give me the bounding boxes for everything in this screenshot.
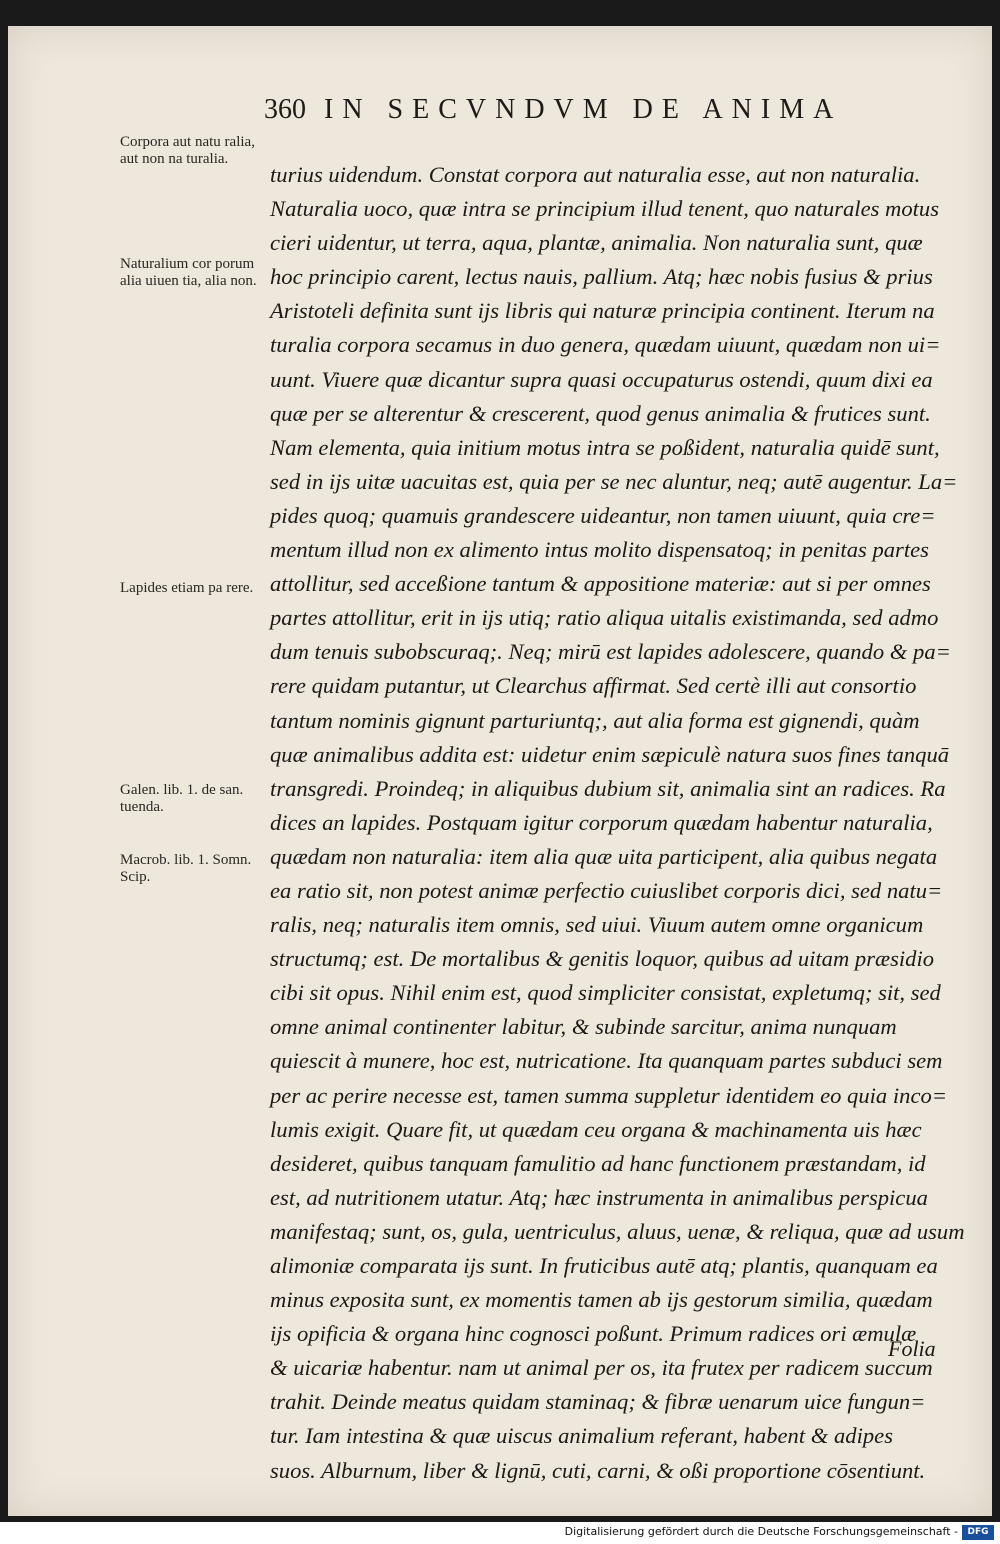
running-title: IN SECVNDVM DE ANIMA — [324, 94, 843, 125]
text-line: cieri uidentur, ut terra, aqua, plantæ, animalia. Non naturalia sunt, quæ — [270, 230, 923, 256]
running-header — [264, 94, 884, 134]
margin-note: Lapides etiam pa rere. — [120, 580, 254, 596]
text-line: omne animal continenter labitur, & subinde sarcitur, anima nunquam — [270, 1014, 897, 1040]
text-line: dices an lapides. Postquam igitur corporum quædam habentur naturalia, — [270, 809, 933, 835]
text-line: mentum illud non ex alimento intus molito dispensatoq; in penitas partes — [270, 537, 929, 563]
text-line: alimoniæ comparata ijs sunt. In fruticibus autē atq; plantis, quanquam ea — [270, 1253, 938, 1278]
text-line: trahit. Deinde meatus quidam staminaq; & fibræ uenarum uice fungun= — [270, 1389, 926, 1415]
text-line: Nam elementa, quia initium motus intra se poßident, naturalia quidē sunt, — [270, 434, 940, 460]
text-line: pides quoq; quamuis grandescere uideantur, non tamen uiuunt, quia cre= — [270, 502, 936, 528]
text-line: hoc principio carent, lectus nauis, pallium. Atq; hæc nobis fusius & prius — [270, 264, 933, 290]
text-line: manifestaq; sunt, os, gula, uentriculus, aluus, uenæ, & reliqua, quæ ad usum — [270, 1218, 965, 1244]
margin-note: Naturalium cor porum alia uiuen tia, alia non. — [120, 256, 257, 289]
text-line: ralis, neq; naturalis item omnis, sed uiui. Viuum autem omne organicum — [270, 912, 924, 938]
book-page — [8, 26, 992, 1516]
footer-bar — [0, 1522, 1000, 1544]
text-line: quæ animalibus addita est: uidetur enim sæpiculè natura suos fines tanquā — [270, 741, 950, 767]
text-line: tur. Iam intestina & quæ uiscus animalium referant, habent & adipes — [270, 1423, 893, 1449]
text-line: cibi sit opus. Nihil enim est, quod simpliciter consistat, expletumq; sit, sed — [270, 980, 941, 1006]
text-line: tantum nominis gignunt parturiuntq;, aut alia forma est gignendi, quàm — [270, 707, 920, 733]
text-line: rere quidam putantur, ut Clearchus affirmat. Sed certè illi aut consortio — [270, 673, 917, 699]
text-line: turius uidendum. Constat corpora aut naturalia esse, aut non naturalia. — [270, 162, 921, 187]
text-line: desideret, quibus tanquam famulitio ad hanc functionem præstandam, id — [270, 1150, 926, 1176]
text-line: quædam non naturalia: item alia quæ uita participent, alia quibus negata — [270, 843, 938, 869]
page-number: 360 — [264, 94, 306, 125]
text-line: Aristoteli definita sunt ijs libris qui naturæ principia continent. Iterum na — [270, 298, 935, 324]
dfg-logo: DFG — [962, 1525, 994, 1540]
text-line: ea ratio sit, non potest animæ perfectio cuiuslibet corporis dici, sed natu= — [270, 877, 943, 903]
margin-note: Galen. lib. 1. de san. tuenda. — [120, 782, 244, 815]
text-line: quiescit à munere, hoc est, nutricatione. Ita quanquam partes subduci sem — [270, 1048, 943, 1074]
catchword: Folia — [888, 1336, 936, 1361]
text-line: per ac perire necesse est, tamen summa suppletur identidem eo quia inco= — [270, 1082, 948, 1108]
text-line: dum tenuis subobscuraq;. Neq; mirū est lapides adolescere, quando & pa= — [270, 639, 951, 665]
text-line: partes attollitur, erit in ijs utiq; ratio aliqua uitalis existimanda, sed admo — [270, 605, 939, 631]
body-text — [270, 158, 965, 1488]
funding-credit: Digitalisierung gefördert durch die Deutsche Forschungsgemeinschaft - — [564, 1525, 958, 1538]
text-line: uunt. Viuere quæ dicantur supra quasi occupaturus ostendi, quum dixi ea — [270, 366, 933, 392]
text-line: structumq; est. De mortalibus & genitis loquor, quibus ad uitam præsidio — [270, 946, 935, 972]
margin-note: Corpora aut natu ralia, aut non na turalia. — [120, 134, 255, 167]
text-line: attollitur, sed acceßione tantum & appositione materiæ: aut si per omnes — [270, 571, 931, 597]
text-line: suos. Alburnum, liber & lignū, cuti, carni, & oßi proportione cōsentiunt. — [270, 1457, 926, 1483]
text-line: quæ per se alterentur & crescerent, quod genus animalia & frutices sunt. — [270, 400, 931, 426]
text-line: est, ad nutritionem utatur. Atq; hæc instrumenta in animalibus perspicua — [270, 1184, 928, 1210]
text-line: sed in ijs uitæ uacuitas est, quia per se nec aluntur, neq; autē augentur. La= — [270, 468, 958, 494]
text-line: Naturalia uoco, quæ intra se principium illud tenent, quo naturales motus — [270, 196, 940, 222]
text-line: transgredi. Proindeq; in aliquibus dubium sit, animalia sint an radices. Ra — [270, 775, 946, 801]
text-line: ijs opificia & organa hinc cognosci poßunt. Primum radices ori æmulæ — [270, 1321, 917, 1347]
margin-note: Macrob. lib. 1. Somn. Scip. — [120, 852, 252, 885]
text-line: & uicariæ habentur. nam ut animal per os, ita frutex per radicem succum — [270, 1355, 933, 1381]
text-line: lumis exigit. Quare fit, ut quædam ceu organa & machinamenta uis hæc — [270, 1116, 922, 1142]
text-line: minus exposita sunt, ex momentis tamen ab ijs gestorum similia, quædam — [270, 1287, 933, 1313]
text-line: turalia corpora secamus in duo genera, quædam uiuunt, quædam non ui= — [270, 332, 941, 358]
